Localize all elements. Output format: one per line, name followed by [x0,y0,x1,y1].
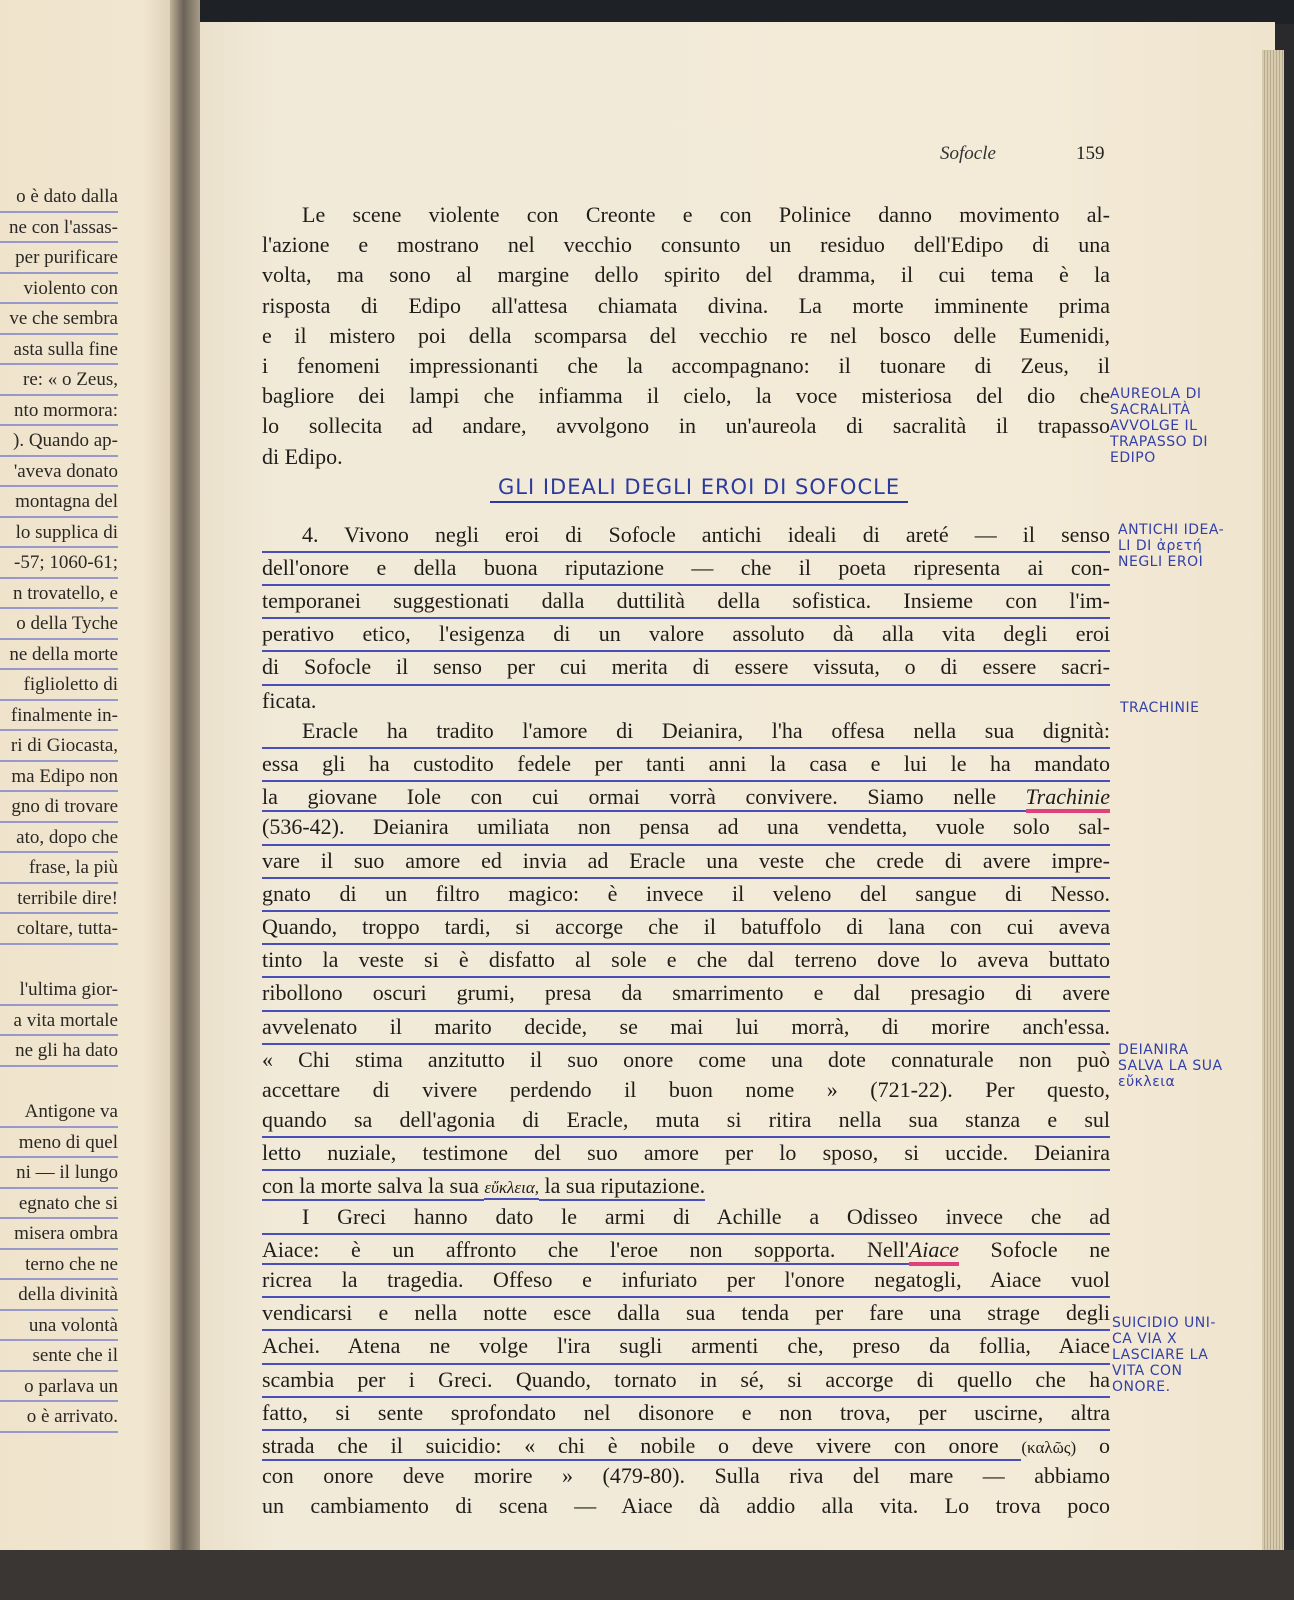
text-line: i fenomeni impressionanti che la accompagnano: il tuonare di Zeus, il [262,352,1110,378]
margin-note-trachinie [1120,700,1199,716]
handwritten-heading: GLI IDEALI DEGLI EROI DI SOFOCLE [490,475,908,503]
left-page-line: sente che il [0,1341,118,1372]
title-aiace: Aiace [909,1237,959,1266]
text-line: I Greci hanno dato le armi di Achille a Odisseo invece che ad [262,1202,1110,1235]
left-page-line: finalmente in- [0,701,118,732]
text-span: o [1076,1432,1110,1458]
text-span: Sofocle ne [958,1236,1111,1262]
text-line: di Edipo. [262,443,343,469]
text-line: accettare di vivere perdendo il buon nome » (721-22). Per questo, [262,1076,1110,1102]
note-line: LI DI ἀρετή [1118,538,1203,554]
left-page-line: montagna del [0,487,118,518]
left-page-line: re: « o Zeus, [0,365,118,396]
text-span: con la morte salva la sua [262,1173,484,1201]
left-page-line: egnato che si [0,1189,118,1220]
text-line: avvelenato il marito decide, se mai lui morrà, di morire anch'essa. [262,1012,1110,1045]
greek-kalos: (καλῶς) [1021,1437,1077,1457]
section-4-first-line: 4. Vivono negli eroi di Sofocle antichi ideali di areté — il senso [262,520,1110,553]
text-line: Le scene violente con Creonte e con Polinice danno movimento al- [302,202,1110,227]
text-line: bagliore dei lampi che infiamma il cielo, la voce misteriosa del dio che [262,383,1110,409]
text-line: Quando, troppo tardi, si accorge che il batuffolo di lana con cui aveva [262,912,1110,945]
text-line: un cambiamento di scena — Aiace dà addio alla vita. Lo trova poco [262,1493,1110,1519]
text-line: l'azione e mostrano nel vecchio consunto un residuo dell'Edipo di una [262,232,1110,258]
note-line: εὔκλεια [1118,1074,1176,1090]
text-line: Achei. Atena ne volge l'ira sugli armenti che, preso da follia, Aiace [262,1331,1110,1364]
left-page-line: -57; 1060-61; [0,548,118,579]
note-line: EDIPO [1110,450,1156,466]
margin-note-ideali [1118,522,1224,570]
text-line: quando sa dell'agonia di Eracle, muta si ritira nella sua stanza e sul [262,1105,1110,1138]
left-page-line: una volontà [0,1311,118,1342]
text-line [262,1235,1110,1265]
text-line [262,782,1110,812]
margin-note-aureola [1110,386,1208,466]
left-page-line: o è dato dalla [0,182,118,213]
left-page-line: ri di Giocasta, [0,731,118,762]
left-page-line: ve che sembra [0,304,118,335]
page-number: 159 [1076,143,1105,164]
left-page-line: meno di quel [0,1128,118,1159]
left-page-line: ne gli ha dato [0,1036,118,1067]
left-page-line: o è arrivato. [0,1402,118,1433]
text-line: perativo etico, l'esigenza di un valore assoluto dà alla vita degli eroi [262,619,1110,652]
note-line: DEIANIRA [1118,1042,1189,1058]
body-text [262,200,1110,1522]
text-line: ficata. [262,687,317,713]
text-line: ribollono oscuri grumi, presa da smarrimento e dal presagio di avere [262,978,1110,1011]
note-line: AVVOLGE IL [1110,418,1198,434]
left-page-line: ne con l'assas- [0,213,118,244]
text-line: scambia per i Greci. Quando, tornato in sé, si accorge di quello che ha [262,1365,1110,1398]
text-line: temporanei suggestionati dalla duttilità della sofistica. Insieme con l'im- [262,586,1110,619]
text-line: ricrea la tragedia. Offeso e infuriato per l'onore negatogli, Aiace vuol [262,1265,1110,1298]
text-line: vare il suo amore ed invia ad Eracle una veste che crede di avere impre- [262,846,1110,879]
greek-eukleia: εὔκλεια, [484,1178,539,1200]
note-line: LASCIARE LA [1112,1347,1209,1363]
note-line: TRACHINIE [1120,700,1200,716]
text-line: (536-42). Deianira umiliata non pensa ad una vendetta, vuole solo sal- [262,812,1110,845]
note-line: TRAPASSO DI [1110,434,1209,450]
text-line: letto nuziale, testimone del suo amore per lo sposo, si uccide. Deianira [262,1138,1110,1171]
left-page-line: o della Tyche [0,609,118,640]
left-page-line: ne della morte [0,640,118,671]
left-page-line: a vita mortale [0,1006,118,1037]
note-line: SACRALITÀ [1110,402,1191,418]
left-page-line: lo supplica di [0,518,118,549]
left-page-line: gno di trovare [0,792,118,823]
text-span: Aiace: è un affronto che l'eroe non sopporta. Nell' [262,1237,909,1265]
note-line: NEGLI EROI [1118,554,1204,570]
left-page-line: nto mormora: [0,396,118,427]
note-line: ANTICHI IDEA- [1118,522,1225,538]
left-page-line: della divinità [0,1280,118,1311]
left-page-line: ). Quando ap- [0,426,118,457]
text-line: Eracle ha tradito l'amore di Deianira, l'ha offesa nella sua dignità: [262,716,1110,749]
text-span: la giovane Iole con cui ormai vorrà convivere. Siamo nelle [262,784,1026,812]
text-line: « Chi stima anzitutto il suo onore come una dote connaturale non può [262,1046,1110,1072]
text-line: fatto, si sente sprofondato nel disonore e non trova, per uscirne, altra [262,1398,1110,1431]
left-page-line: figlioletto di [0,670,118,701]
note-line: SUICIDIO UNI- [1112,1315,1216,1331]
left-page-line: ni — il lungo [0,1158,118,1189]
book-gutter [170,0,200,1600]
background-bottom [0,1550,1294,1600]
note-line: CA VIA X [1112,1331,1178,1347]
text-line: volta, ma sono al margine dello spirito del dramma, il cui tema è la [262,262,1110,288]
left-page-line: misera ombra [0,1219,118,1250]
text-line: e il mistero poi della scomparsa del vecchio re nel bosco delle Eumenidi, [262,322,1110,348]
note-line: ONORE. [1112,1379,1171,1395]
left-page-line: frase, la più [0,853,118,884]
text-line: risposta di Edipo all'attesa chiamata divina. La morte imminente prima [262,292,1110,318]
note-line: VITA CON [1112,1363,1183,1379]
text-line [262,1171,1110,1201]
left-page-line: n trovatello, e [0,579,118,610]
running-head: Sofocle [940,143,996,164]
note-line: AUREOLA DI [1110,386,1202,402]
left-page-line: coltare, tutta- [0,914,118,945]
left-page-line: ato, dopo che [0,823,118,854]
left-page-line [0,1067,118,1098]
text-span: strada che il suicidio: « chi è nobile o deve vivere con onore [262,1433,1021,1461]
page-edges [1262,50,1284,1570]
left-page-line [0,945,118,976]
left-page-line: per purificare [0,243,118,274]
text-line: essa gli ha custodito fedele per tanti anni la casa e lui le ha mandato [262,749,1110,782]
left-page-line: violento con [0,274,118,305]
text-line: tinto la veste si è disfatto al sole e che dal terreno dove lo aveva buttato [262,945,1110,978]
left-page-line: o parlava un [0,1372,118,1403]
title-trachinie: Trachinie [1026,784,1110,813]
text-line: gnato di un filtro magico: è invece il veleno del sangue di Nesso. [262,879,1110,912]
text-line: dell'onore e della buona riputazione — che il poeta ripresenta ai con- [262,553,1110,586]
left-page-line: 'aveva donato [0,457,118,488]
left-page-line: terno che ne [0,1250,118,1281]
left-page-line: asta sulla fine [0,335,118,366]
margin-note-deianira [1118,1042,1223,1090]
text-line: lo sollecita ad andare, avvolgono in un'aureola di sacralità il trapasso [262,413,1110,439]
left-page-line: l'ultima gior- [0,975,118,1006]
text-line: con onore deve morire » (479-80). Sulla riva del mare — abbiamo [262,1463,1110,1489]
left-page-line: ma Edipo non [0,762,118,793]
left-page-line: Antigone va [0,1097,118,1128]
left-page-line: terribile dire! [0,884,118,915]
note-line: SALVA LA SUA [1118,1058,1223,1074]
text-line [262,1431,1110,1461]
text-line: vendicarsi e nella notte esce dalla sua tenda per fare una strage degli [262,1298,1110,1331]
text-span: la sua riputazione. [539,1173,705,1201]
margin-note-suicidio [1112,1315,1216,1395]
text-line: di Sofocle il senso per cui merita di essere vissuta, o di essere sacri- [262,652,1110,685]
left-page-text [0,182,118,1433]
